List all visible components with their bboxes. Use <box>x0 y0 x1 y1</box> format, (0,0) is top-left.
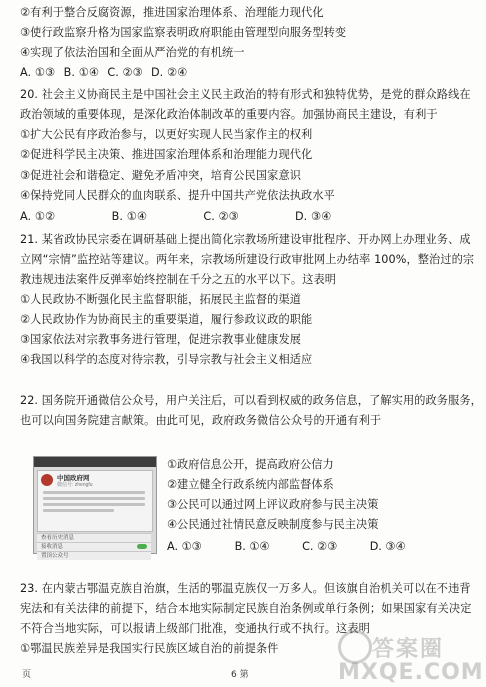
q21-item-4: ④我国以科学的态度对待宗教，引导宗教与社会主义相适应 <box>20 353 313 366</box>
account-name: 中国政府网 <box>57 475 90 482</box>
q19-options <box>20 66 470 80</box>
q20-option-d: D. ③④ <box>294 210 332 223</box>
q19-item-3: ③使行政监察升格为国家监察表明政府职能由管理型向服务型转变 <box>20 26 347 39</box>
q22-item-2: ②建立健全行政系统内部监督体系 <box>167 478 334 491</box>
q22-option-c: C. ②③ <box>302 540 338 553</box>
q19-option-d: D. ②④ <box>150 66 188 79</box>
q21-stem-1: 21. 某省政协民宗委在调研基础上提出简化宗教场所建设审批程序、开办网上办理业务、成 <box>20 233 471 246</box>
menu-history: 查看历史消息 <box>37 533 151 542</box>
q20-stem-2: 政治领域的重要体现，是深化政治体制改革的重要内容。加强协商民主建设，有利于 <box>20 108 438 121</box>
watermark-cn: 答案圈 <box>372 637 445 662</box>
watermark-en: MXQE.COM <box>338 660 484 685</box>
menu-row-1: 接收消息 <box>37 542 151 551</box>
page-number: 6 第 <box>231 670 249 680</box>
q21-item-2: ②人民政协作为协商民主的重要渠道，履行参政议政的职能 <box>20 313 313 326</box>
account-card <box>37 470 153 532</box>
q22-option-b: B. ①④ <box>234 540 270 553</box>
q20-item-3: ③促进社会和谐稳定、避免矛盾冲突，培育公民国家意识 <box>20 169 302 182</box>
wechat-account-screenshot <box>33 456 157 559</box>
watermark-icon <box>338 630 372 664</box>
q22-item-1: ①政府信息公开，提高政府公信力 <box>167 458 334 471</box>
q19-option-a: A. ①③ <box>20 66 56 79</box>
toggle-icon <box>137 544 147 549</box>
q23-stem-1: 23. 在内蒙古鄂温克族自治旗，生活的鄂温克族仅一万多人。但该旗自治机关可以在不违背 <box>20 582 471 595</box>
q22-item-4: ④公民通过社情民意反映制度参与民主决策 <box>167 518 379 531</box>
q21-item-3: ③国家依法对宗教事务进行管理，促进宗教事业健康发展 <box>20 333 302 346</box>
footer-left: 页 <box>22 670 32 680</box>
q23-stem-3: 不符合当地实际，可以报请上级部门批准，变通执行或不执行。这表明 <box>20 622 370 635</box>
q20-option-c: C. ②③ <box>203 210 239 223</box>
watermark-logo <box>336 630 486 687</box>
emblem-icon <box>41 474 53 486</box>
q21-item-1: ①人民政协不断强化民主监督职能，拓展民主监督的渠道 <box>20 293 302 306</box>
q22-stem-2: 也可以向国务院建言献策。由此可见，政府政务微信公众号的开通有利于 <box>20 414 382 427</box>
phone-status-bar <box>34 457 156 467</box>
q19-option-b: B. ①④ <box>63 66 100 79</box>
q20-option-b: B. ①④ <box>111 210 148 223</box>
q20-options <box>20 210 470 224</box>
q20-item-4: ④保持党同人民群众的血肉联系、提升中国共产党依法执政水平 <box>20 189 335 202</box>
q19-item-2: ②有利于整合反腐资源，推进国家治理体系、治理能力现代化 <box>20 6 324 19</box>
q22-options <box>167 540 420 554</box>
q20-item-1: ①扩大公民有序政治参与，以更好实现人民当家作主的权利 <box>20 128 313 141</box>
q21-stem-2: 立网“宗情”监控站等建议。两年来，宗教场所建设行政审批网上办结率 100%，整治过的宗 <box>20 253 475 266</box>
account-id: 微信号: zhengfu <box>57 482 93 488</box>
q23-stem-2: 宪法和有关法律的前提下，结合本地实际制定民族自治条例或单行条例；如果国家有关决定 <box>20 602 472 615</box>
q23-item-1: ①鄂温民族差异是我国实行民族区域自治的前提条件 <box>20 642 279 655</box>
q20-stem-1: 20. 社会主义协商民主是中国社会主义民主政治的特有形式和独特优势，是党的群众路线在 <box>20 88 471 101</box>
account-description <box>43 491 145 515</box>
q20-option-a: A. ①② <box>20 210 56 223</box>
q19-option-c: C. ②③ <box>107 66 143 79</box>
q19-item-4: ④实现了依法治国和全面从严治党的有机统一 <box>20 46 245 59</box>
menu-row-2: 置顶公众号 <box>37 551 151 560</box>
q22-option-d: D. ③④ <box>369 540 406 553</box>
account-menu <box>37 533 151 560</box>
q22-option-a: A. ①③ <box>167 540 202 553</box>
q22-stem-1: 22. 国务院开通微信公众号，用户关注后，可以看到权威的政务信息，了解实用的政务服务， <box>20 394 482 407</box>
q22-item-3: ③公民可以通过网上评议政府参与民主决策 <box>167 498 379 511</box>
q21-stem-3: 教违规违法案件反弹率始终控制在千分之五的水平以下。这表明 <box>20 273 337 286</box>
q20-item-2: ②促进科学民主决策、推进国家治理体系和治理能力现代化 <box>20 148 313 161</box>
